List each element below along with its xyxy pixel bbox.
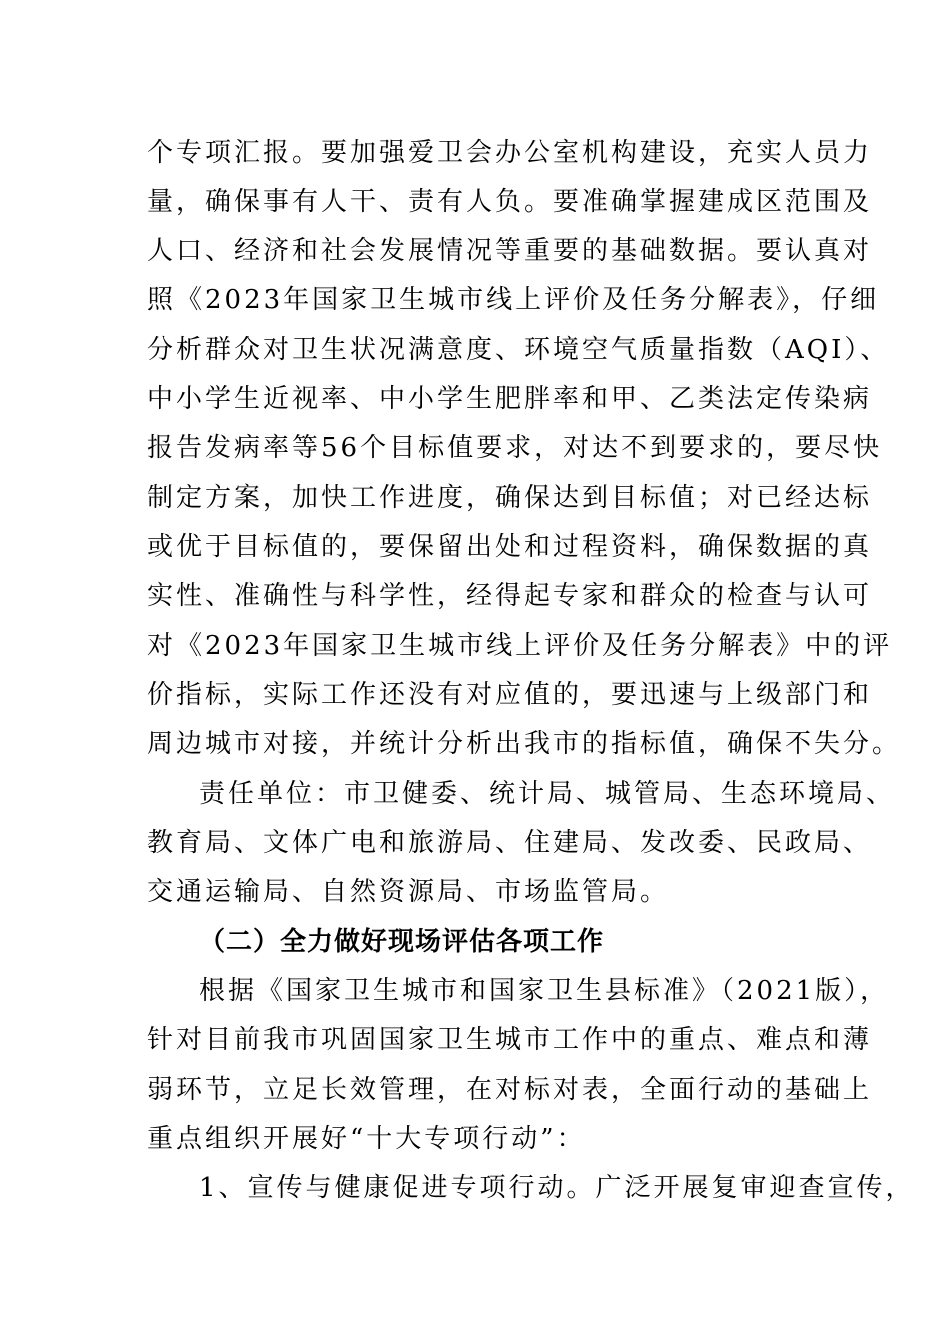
responsible-units-line: 教育局、文体广电和旅游局、住建局、发改委、民政局、 (147, 828, 873, 858)
body-line: 分析群众对卫生状况满意度、环境空气质量指数（AQI）、 (147, 335, 890, 365)
body-line: 对《2023年国家卫生城市线上评价及任务分解表》中的评 (147, 631, 893, 661)
body-line: 实性、准确性与科学性，经得起专家和群众的检查与认可 (147, 581, 873, 611)
body-line: 弱环节，立足长效管理，在对标对表，全面行动的基础上 (147, 1075, 873, 1105)
body-line: 针对目前我市巩固国家卫生城市工作中的重点、难点和薄 (147, 1025, 873, 1055)
body-line: 重点组织开展好“十大专项行动”： (147, 1124, 586, 1154)
body-line: 1、宣传与健康促进专项行动。广泛开展复审迎查宣传， (199, 1173, 915, 1203)
body-line: 价指标，实际工作还没有对应值的，要迅速与上级部门和 (147, 680, 873, 710)
body-line: 周边城市对接，并统计分析出我市的指标值，确保不失分。 (147, 729, 902, 759)
responsible-units-line: 交通运输局、自然资源局、市场监管局。 (147, 877, 670, 907)
body-line: 或优于目标值的，要保留出处和过程资料，确保数据的真 (147, 532, 873, 562)
body-line: 量，确保事有人干、责有人负。要准确掌握建成区范围及 (147, 187, 873, 217)
body-line: 个专项汇报。要加强爱卫会办公室机构建设，充实人员力 (147, 138, 873, 168)
body-line: 照《2023年国家卫生城市线上评价及任务分解表》，仔细 (147, 285, 880, 315)
body-line: 制定方案，加快工作进度，确保达到目标值；对已经达标 (147, 483, 873, 513)
body-line: 报告发病率等56个目标值要求，对达不到要求的，要尽快 (147, 433, 883, 463)
section-heading: （二）全力做好现场评估各项工作 (199, 927, 605, 957)
body-line: 人口、经济和社会发展情况等重要的基础数据。要认真对 (147, 236, 873, 266)
body-line: 中小学生近视率、中小学生肥胖率和甲、乙类法定传染病 (147, 384, 873, 414)
body-line: 根据《国家卫生城市和国家卫生县标准》（2021版）， (199, 976, 890, 1006)
responsible-units-line: 责任单位：市卫健委、统计局、城管局、生态环境局、 (199, 779, 896, 809)
